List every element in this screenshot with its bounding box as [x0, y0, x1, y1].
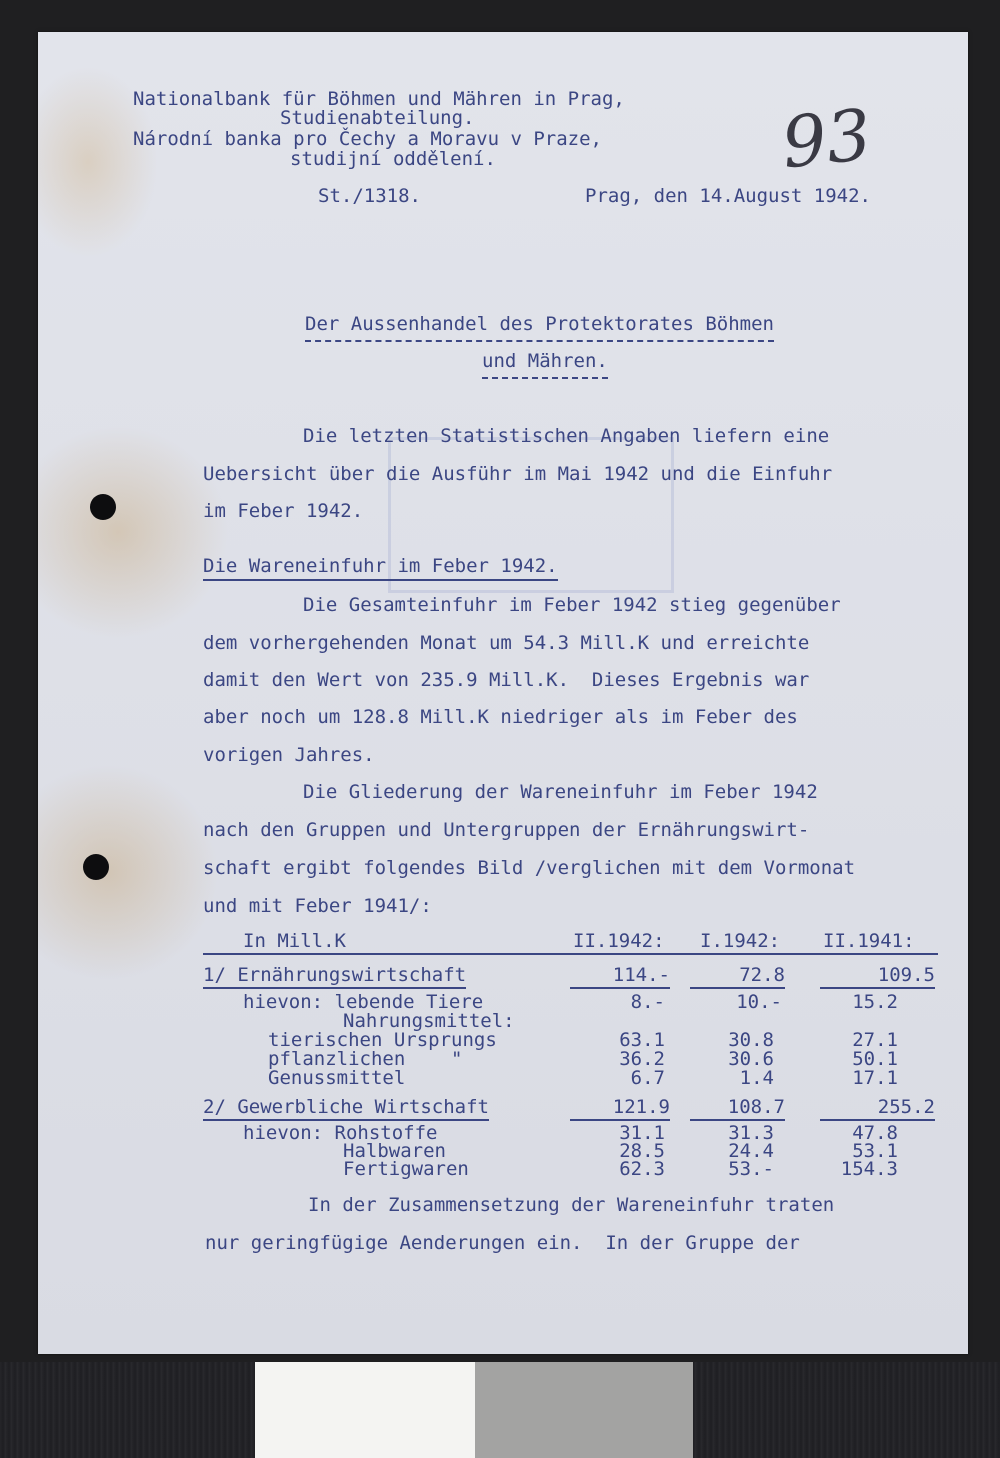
white-calibration-card — [255, 1362, 475, 1458]
table-cell: 30.8 — [728, 1029, 774, 1051]
table-cell: 53.- — [728, 1158, 774, 1180]
header-line-1: Nationalbank für Böhmen und Mähren in Prag, — [133, 88, 625, 110]
gray-calibration-card — [475, 1362, 693, 1458]
table-cell: 154.3 — [840, 1158, 898, 1180]
table-row-label: Genussmittel — [268, 1067, 406, 1089]
table-cell: 53.1 — [852, 1140, 898, 1162]
header-line-3: Národní banka pro Čechy a Moravu v Praze, — [133, 128, 602, 150]
table-cell: 47.8 — [852, 1122, 898, 1144]
intro-line-3: im Feber 1942. — [203, 500, 364, 522]
title-line-1: Der Aussenhandel des Protektorates Böhmen — [305, 315, 774, 342]
para3-line-2: nur geringfügige Aenderungen ein. In der Gruppe der — [205, 1232, 800, 1254]
section-heading: Die Wareneinfuhr im Feber 1942. — [203, 557, 558, 581]
intro-line-1: Die letzten Statistischen Angaben liefern eine — [303, 425, 830, 447]
punch-hole-top — [90, 494, 116, 520]
table-row-label: hievon: Rohstoffe — [243, 1122, 438, 1144]
table-cell: 50.1 — [852, 1048, 898, 1070]
header-line-4: studijní oddělení. — [290, 148, 496, 170]
para1-line-5: vorigen Jahres. — [203, 744, 375, 766]
para1-line-1: Die Gesamteinfuhr im Feber 1942 stieg gegenüber — [303, 594, 841, 616]
table-cell: 63.1 — [619, 1029, 665, 1051]
para1-line-2: dem vorhergehenden Monat um 54.3 Mill.K und erreichte — [203, 632, 810, 654]
para1-line-3: damit den Wert von 235.9 Mill.K. Dieses Ergebnis war — [203, 669, 810, 691]
table-row-label: Halbwaren — [343, 1140, 446, 1162]
para2-line-3: schaft ergibt folgendes Bild /verglichen mit dem Vormonat — [203, 857, 856, 879]
header-line-2: Studienabteilung. — [280, 107, 475, 129]
table-cell: 108.7 — [690, 1098, 785, 1121]
table-row-label: hievon: lebende Tiere — [243, 991, 484, 1013]
para2-line-1: Die Gliederung der Wareneinfuhr im Feber 1942 — [303, 781, 818, 803]
punch-hole-bottom — [83, 854, 109, 880]
table-header-col1: II.1942: — [573, 930, 665, 952]
table-cell: 6.7 — [630, 1067, 665, 1089]
table-header-label: In Mill.K — [243, 930, 346, 952]
table-cell: 28.5 — [619, 1140, 665, 1162]
table-row-label: 1/ Ernährungswirtschaft — [203, 966, 466, 989]
table-cell: 17.1 — [852, 1067, 898, 1089]
table-row-label: tierischen Ursprungs — [268, 1029, 497, 1051]
para2-line-2: nach den Gruppen und Untergruppen der Ernährungswirt- — [203, 819, 810, 841]
para3-line-1: In der Zusammensetzung der Wareneinfuhr traten — [308, 1194, 835, 1216]
intro-line-2: Uebersicht über die Ausführ im Mai 1942 und die Einfuhr — [203, 463, 833, 485]
table-cell: 109.5 — [820, 966, 935, 989]
table-row-label: pflanzlichen " — [268, 1048, 463, 1070]
table-cell: 114.- — [570, 966, 670, 989]
table-cell: 15.2 — [852, 991, 898, 1013]
document-date: Prag, den 14.August 1942. — [585, 185, 871, 207]
table-cell: 62.3 — [619, 1158, 665, 1180]
table-row-label: 2/ Gewerbliche Wirtschaft — [203, 1098, 489, 1121]
table-cell: 30.6 — [728, 1048, 774, 1070]
title-line-2: und Mähren. — [482, 352, 608, 379]
table-cell: 27.1 — [852, 1029, 898, 1051]
table-cell: 255.2 — [820, 1098, 935, 1121]
table-cell: 72.8 — [690, 966, 785, 989]
table-header-rule — [203, 953, 938, 955]
handwritten-page-number: 93 — [777, 93, 876, 185]
table-cell: 121.9 — [570, 1098, 670, 1121]
table-cell: 31.1 — [619, 1122, 665, 1144]
table-cell: 36.2 — [619, 1048, 665, 1070]
table-row-label: Nahrungsmittel: — [343, 1010, 515, 1032]
table-row-label: Fertigwaren — [343, 1158, 469, 1180]
table-cell: 24.4 — [728, 1140, 774, 1162]
para1-line-4: aber noch um 128.8 Mill.K niedriger als im Feber des — [203, 706, 798, 728]
reference-number: St./1318. — [318, 185, 421, 207]
table-cell: 1.4 — [739, 1067, 774, 1089]
table-cell: 31.3 — [728, 1122, 774, 1144]
table-cell: 10.- — [736, 991, 782, 1013]
table-header-col3: II.1941: — [823, 930, 915, 952]
table-cell: 8.- — [630, 991, 665, 1013]
para2-line-4: und mit Feber 1941/: — [203, 895, 432, 917]
table-header-col2: I.1942: — [700, 930, 781, 952]
